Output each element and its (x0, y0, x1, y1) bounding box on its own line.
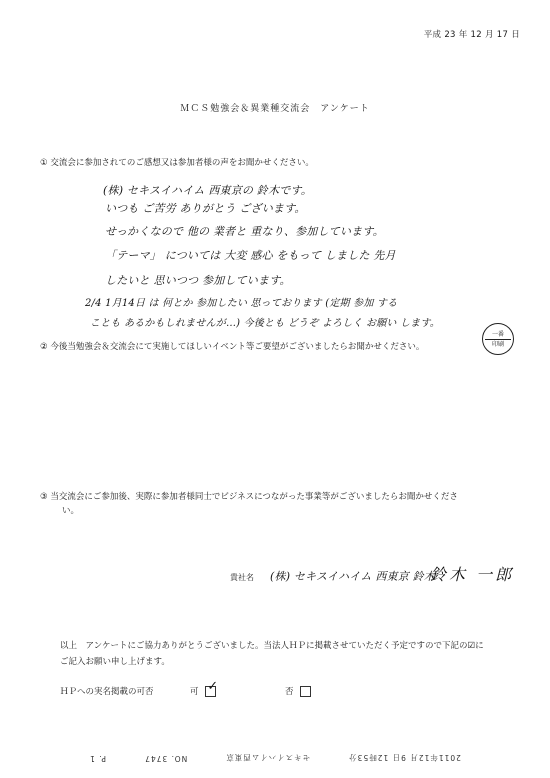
publish-yes-checkbox[interactable] (205, 679, 219, 697)
publish-label: ＨＰへの実名掲載の可否 (60, 687, 154, 697)
date-text: 平成 23 年 12 月 17 日 (423, 30, 520, 40)
publish-no-checkbox[interactable] (300, 686, 311, 697)
question-3-line-2: い。 (62, 506, 80, 516)
fax-timestamp: 2011年12月 9日 12時53分 (348, 753, 461, 762)
publish-yes-option[interactable] (190, 679, 219, 698)
fax-number: NO. 3747 (144, 754, 188, 763)
handwritten-line: 「テーマ」 については 大変 感心 をもって しました 先月 (105, 249, 396, 262)
question-2: ② 今後当勉強会＆交流会にて実施してほしいイベント等ご要望がございましたらお聞かせください。 (40, 342, 425, 352)
handwritten-line: したいと 思いつつ 参加しています。 (105, 274, 291, 287)
publish-no-option[interactable] (285, 686, 311, 698)
stamp-seal (482, 323, 514, 355)
signature: 鈴木 一郎 (430, 565, 515, 584)
question-3-line-1: ③ 当交流会にご参加後、実際に参加者様同士でビジネスにつながった事業等がございましたらお聞かせくださ (40, 492, 458, 502)
publish-yes-label: 可 (190, 687, 199, 697)
company-label: 貴社名 (230, 573, 254, 582)
page-title: ＭＣＳ勉強会＆異業種交流会 アンケート (180, 104, 370, 114)
publish-no-label: 否 (285, 687, 294, 697)
handwritten-line: ことも あるかもしれませんが…) 今後とも どうぞ よろしく お願い します。 (90, 318, 440, 329)
checkmark-icon: ✓ (207, 679, 219, 694)
stamp-text-top: 一番 (491, 330, 504, 338)
stamp-text-bottom: 印刷 (491, 340, 504, 348)
handwritten-line: いつも ご苦労 ありがとう ございます。 (105, 202, 306, 215)
handwritten-line: (株) セキスイハイム 西東京の 鈴木です。 (103, 184, 312, 197)
fax-page: P. 1 (89, 754, 106, 763)
closing-line-2: ご記入お願い申し上げます。 (60, 657, 170, 667)
fax-footer (0, 752, 550, 763)
question-1: ① 交流会に参加されてのご感想又は参加者様の声をお聞かせください。 (40, 158, 314, 168)
handwritten-line: せっかくなので 他の 業者と 重なり、参加しています。 (105, 225, 384, 238)
stamp-divider (485, 339, 511, 340)
closing-line-1: 以上 アンケートにご協力ありがとうございました。当法人ＨＰに掲載させていただく予定ですので下記の☑に (60, 641, 484, 651)
company-name-handwriting: (株) セキスイハイム 西東京 鈴木 (270, 570, 436, 583)
handwritten-line: 2/4 1月14日 は 何とか 参加したい 思っております (定期 参加 する (85, 298, 398, 309)
fax-sender: セキスイハイム西東京 (225, 753, 310, 762)
